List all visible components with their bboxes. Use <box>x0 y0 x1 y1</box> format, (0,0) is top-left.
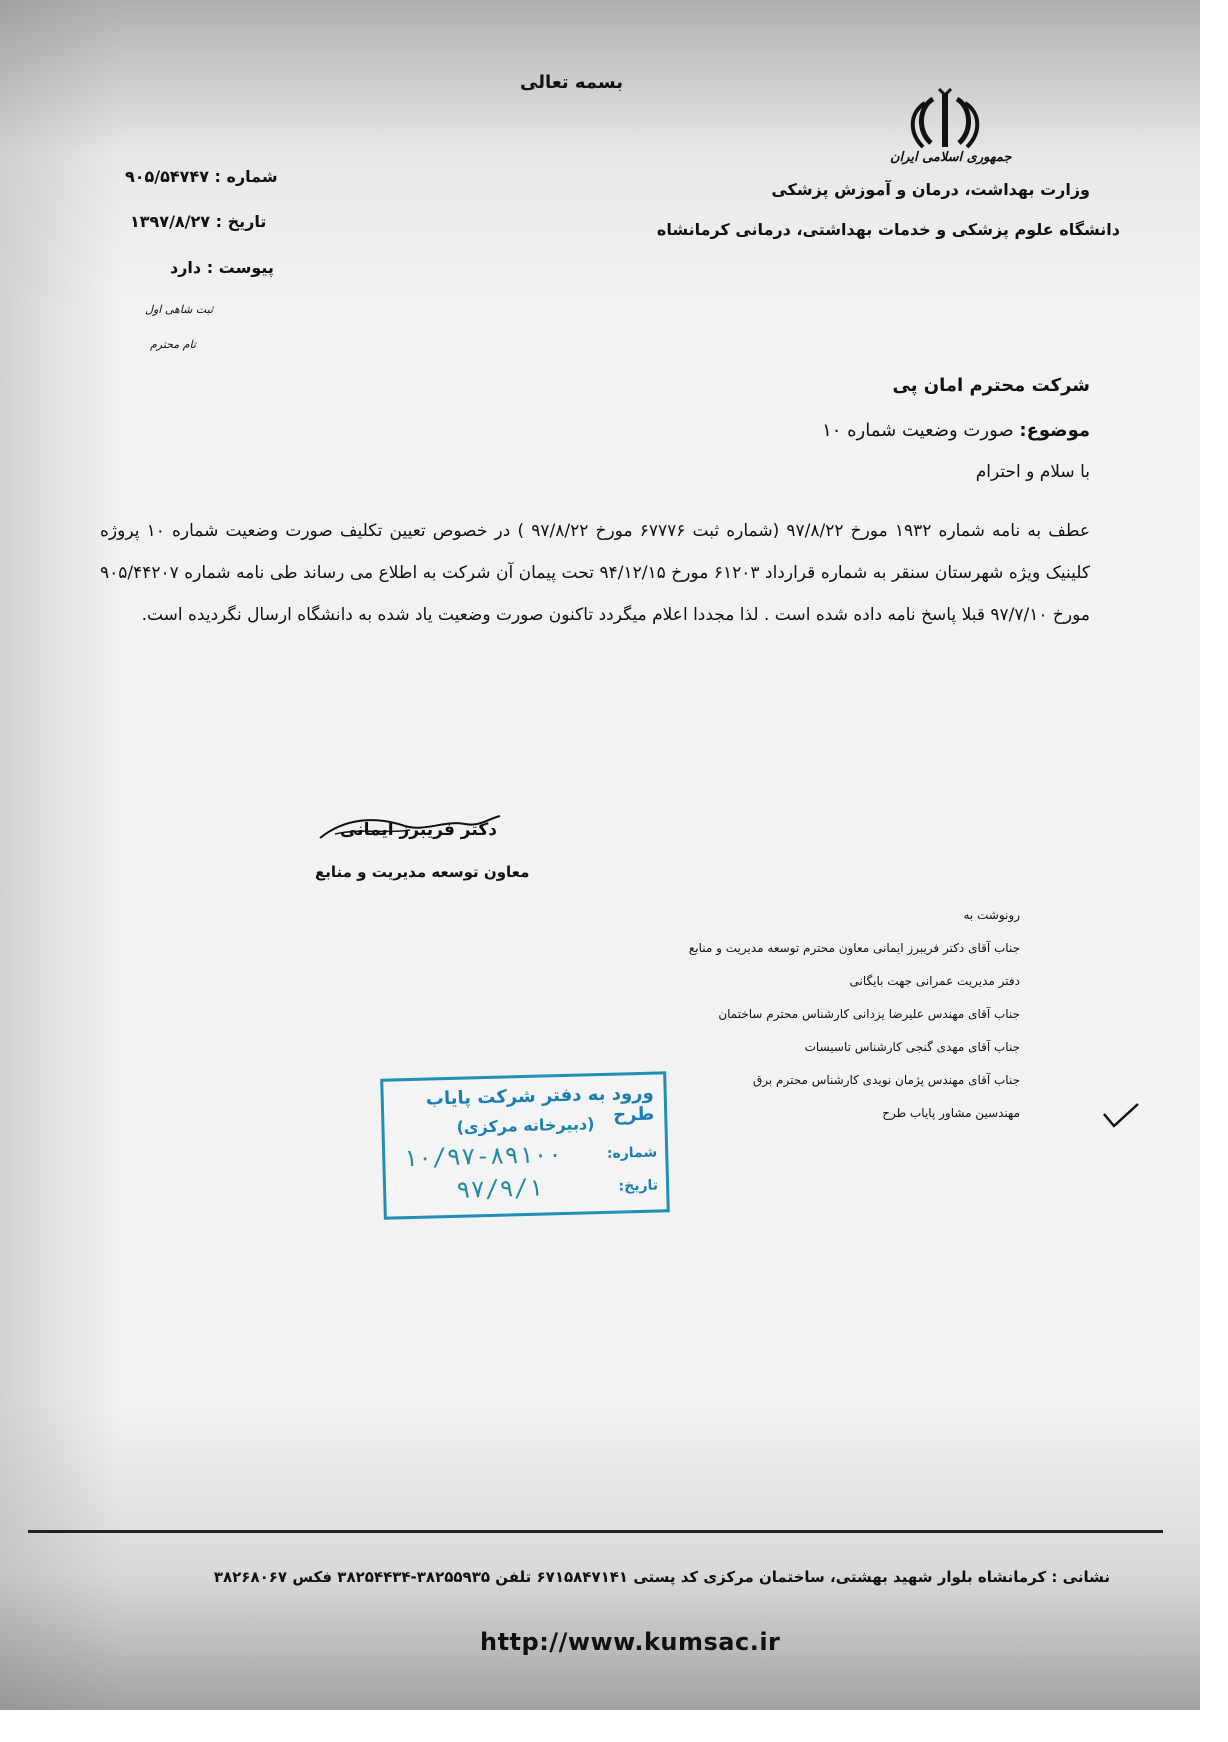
letter-number <box>125 167 278 186</box>
cc-item: دفتر مدیریت عمرانی جهت بایگانی <box>849 974 1020 988</box>
subject-line <box>822 420 1090 441</box>
stamp-title: ورود به دفتر شرکت پایاب طرح <box>425 1082 655 1126</box>
subject-label: موضوع: <box>1019 420 1090 441</box>
checkmark-icon <box>1100 1100 1140 1130</box>
subject-text: صورت وضعیت شماره ۱۰ <box>822 420 1014 441</box>
greeting: با سلام و احترام <box>975 462 1090 482</box>
cc-item: جناب آقای مهندس پژمان نویدی کارشناس محترم برق <box>752 1073 1020 1087</box>
receipt-stamp <box>380 1071 670 1219</box>
footer-address: نشانی : کرمانشاه بلوار شهید بهشتی، ساختمان مرکزی کد پستی ۶۷۱۵۸۴۷۱۴۱ تلفن ۳۸۲۵۵۹۳۵-۳۸۲۵۴۴۳۴ فکس ۳۸۲۶۸۰۶۷ <box>213 1568 1110 1586</box>
letter-date-label: تاریخ : <box>215 212 267 231</box>
ministry-title: وزارت بهداشت، درمان و آموزش پزشکی <box>771 180 1090 199</box>
letter-date <box>130 212 266 231</box>
handwritten-note-1: ثبت شاهی اول <box>145 303 214 316</box>
letter-date-value: ۱۳۹۷/۸/۲۷ <box>130 212 211 231</box>
recipient: شرکت محترم امان پی <box>892 375 1090 396</box>
cc-item: جناب آقای مهدی گنجی کارشناس تاسیسات <box>804 1040 1020 1054</box>
footer-divider <box>28 1530 1163 1533</box>
stamp-date-value: ۹۷/۹/۱ <box>455 1173 544 1204</box>
signatory-title: معاون توسعه مدیریت و منابع <box>315 863 530 881</box>
letter-number-value: ۹۰۵/۵۴۷۴۷ <box>125 167 209 186</box>
university-title: دانشگاه علوم پزشکی و خدمات بهداشتی، درمانی کرمانشاه <box>656 220 1120 239</box>
republic-title: جمهوری اسلامی ایران <box>890 150 1012 165</box>
cc-item: جناب آقای دکتر فریبرز ایمانی معاون محترم توسعه مدیریت و منابع <box>688 941 1020 955</box>
stamp-number-label: شماره: <box>606 1144 658 1162</box>
footer-url: http://www.kumsac.ir <box>480 1628 781 1656</box>
stamp-subtitle: (دبیرخانه مرکزی) <box>456 1114 595 1137</box>
letter-attachment-value: دارد <box>170 258 202 277</box>
stamp-date-label: تاریخ: <box>618 1177 659 1195</box>
cc-item: مهندسین مشاور پایاب طرح <box>882 1106 1020 1120</box>
cc-heading: رونوشت به <box>963 908 1020 922</box>
signatory-name: دکتر فریبرز ایمانی <box>340 820 497 840</box>
stamp-number-value: ۱۰/۹۷-۸۹۱۰۰ <box>402 1140 563 1173</box>
cc-item: جناب آقای مهندس علیرضا یزدانی کارشناس محترم ساختمان <box>718 1007 1020 1021</box>
letter-attachment-label: پیوست : <box>206 258 274 277</box>
handwritten-note-2: تام محترم <box>150 338 196 351</box>
iran-emblem-icon <box>905 85 985 155</box>
letter-number-label: شماره : <box>214 167 278 186</box>
letter-body: عطف به نامه شماره ۱۹۳۲ مورخ ۹۷/۸/۲۲ (شماره ثبت ۶۷۷۷۶ مورخ ۹۷/۸/۲۲ ) در خصوص تعیین تکلیف صورت وضعیت شماره ۱۰ پروژه کلینیک ویژه شهرستان سنقر به شماره قرارداد ۶۱۲۰۳ مورخ ۹۴/۱۲/۱۵ تحت پیمان آن شرکت به اطلاع می رساند طی نامه شماره ۹۰۵/۴۴۲۰۷ مورخ ۹۷/۷/۱۰ قبلا پاسخ نامه داده شده است . لذا مجددا اعلام میگردد تاکنون صورت وضعیت یاد شده به دانشگاه ارسال نگردیده است. <box>100 521 1090 625</box>
bismillah: بسمه تعالی <box>520 72 623 93</box>
letter-attachment <box>170 258 274 277</box>
